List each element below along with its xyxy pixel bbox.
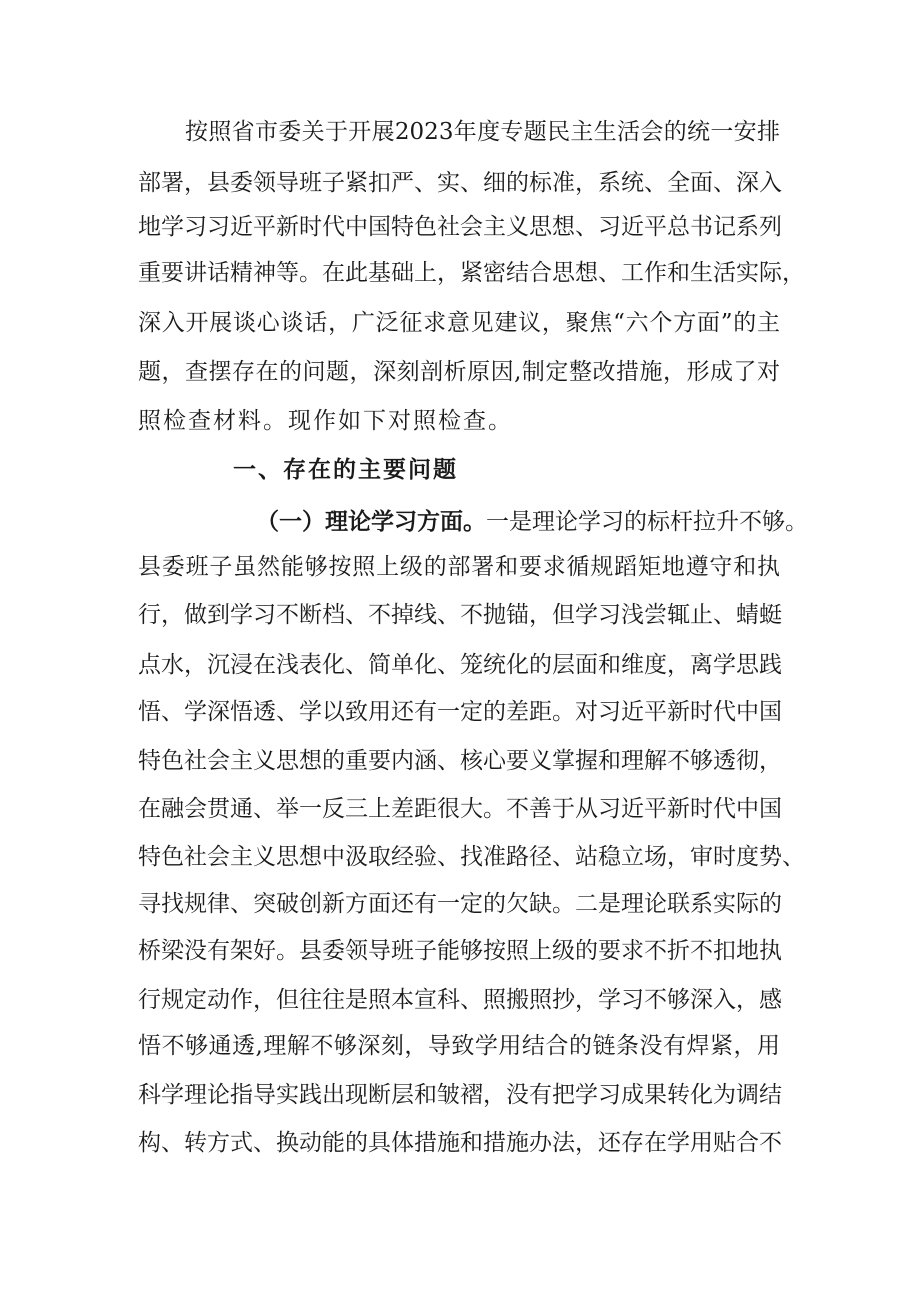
body-line-8: 寻找规律、突破创新方面还有一定的欠缺。二是理论联系实际的: [138, 891, 782, 917]
body-line-7: 特色社会主义思想中汲取经验、找准路径、站稳立场，审时度势、: [138, 844, 805, 870]
subsection-first-line-text: 一是理论学习的标杆拉升不够。: [486, 509, 808, 535]
body-line-3: 点水，沉浸在浅表化、简单化、笼统化的层面和维度，离学思践: [138, 652, 782, 678]
body-line-4: 悟、学深悟透、学以致用还有一定的差距。对习近平新时代中国: [138, 699, 782, 725]
body-line-11: 悟不够通透,理解不够深刻，导致学用结合的链条没有焊紧，用: [138, 1033, 780, 1059]
body-line-5: 特色社会主义思想的重要内涵、核心要义掌握和理解不够透彻，: [138, 748, 782, 774]
intro-line-4: 重要讲话精神等。在此基础上，紧密结合思想、工作和生活实际，: [138, 260, 805, 286]
section-heading: 一、存在的主要问题: [233, 456, 458, 483]
body-line-2: 行，做到学习不断档、不掉线、不抛锚，但学习浅尝辄止、蜻蜓: [138, 602, 782, 628]
body-line-1: 县委班子虽然能够按照上级的部署和要求循规蹈矩地遵守和执: [138, 554, 780, 580]
body-line-10: 行规定动作，但往往是照本宣科、照搬照抄，学习不够深入，感: [138, 987, 782, 1013]
intro-line-2: 部署，县委领导班子紧扣严、实、细的标准，系统、全面、深入: [138, 170, 782, 196]
intro-line-1: 按照省市委关于开展2023年度专题民主生活会的统一安排: [185, 119, 780, 145]
subsection-first-line: [256, 506, 808, 538]
body-line-13: 构、转方式、换动能的具体措施和措施办法，还存在学用贴合不: [138, 1130, 782, 1156]
intro-line-7: 照检查材料。现作如下对照检查。: [138, 408, 513, 434]
body-line-9: 桥梁没有架好。县委领导班子能够按照上级的要求不折不扣地执: [138, 938, 782, 964]
intro-line-6: 题，查摆存在的问题，深刻剖析原因,制定整改措施，形成了对: [138, 359, 780, 385]
subsection-heading: （一）理论学习方面。: [256, 508, 486, 535]
body-line-6: 在融会贯通、举一反三上差距很大。不善于从习近平新时代中国: [138, 796, 782, 822]
body-line-12: 科学理论指导实践出现断层和皱褶，没有把学习成果转化为调结: [138, 1082, 782, 1108]
intro-line-3: 地学习习近平新时代中国特色社会主义思想、习近平总书记系列: [138, 214, 782, 240]
intro-line-5: 深入开展谈心谈话，广泛征求意见建议，聚焦“六个方面”的主: [138, 310, 780, 336]
